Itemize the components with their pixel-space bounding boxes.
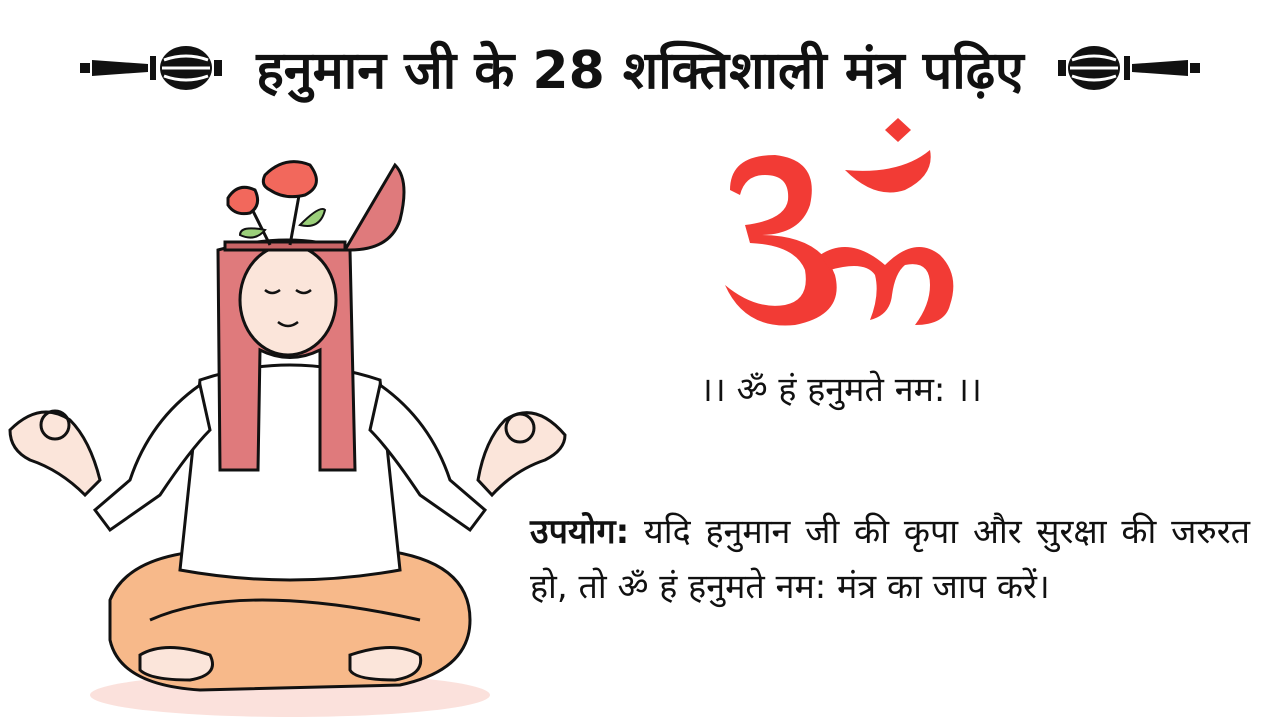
left-hand — [10, 412, 100, 495]
meditating-woman-with-flowers-illustration — [0, 150, 580, 720]
mace-ornament-icon — [1052, 38, 1202, 98]
usage-paragraph — [530, 505, 1250, 615]
leaf — [300, 209, 325, 226]
usage-label: उपयोग: — [530, 512, 630, 552]
mace-ornament-icon — [78, 38, 228, 98]
right-hand — [478, 413, 565, 495]
rose-flower — [263, 162, 316, 197]
usage-text: यदि हनुमान जी की कृपा और सुरक्षा की जरुरत हो, तो ॐ हं हनुमते नम: मंत्र का जाप करें। — [530, 512, 1250, 607]
header — [0, 18, 1280, 118]
om-symbol-icon — [700, 115, 990, 340]
rose-flower — [228, 187, 258, 213]
right-foot — [350, 648, 421, 681]
head-lid — [345, 165, 404, 250]
left-foot — [140, 648, 213, 681]
page-title: हनुमान जी के 28 शक्तिशाली मंत्र पढ़िए — [256, 40, 1024, 101]
leaf — [240, 228, 265, 237]
mantra-text: ।। ॐ हं हनुमते नम: ।। — [700, 370, 982, 410]
face — [240, 245, 336, 355]
